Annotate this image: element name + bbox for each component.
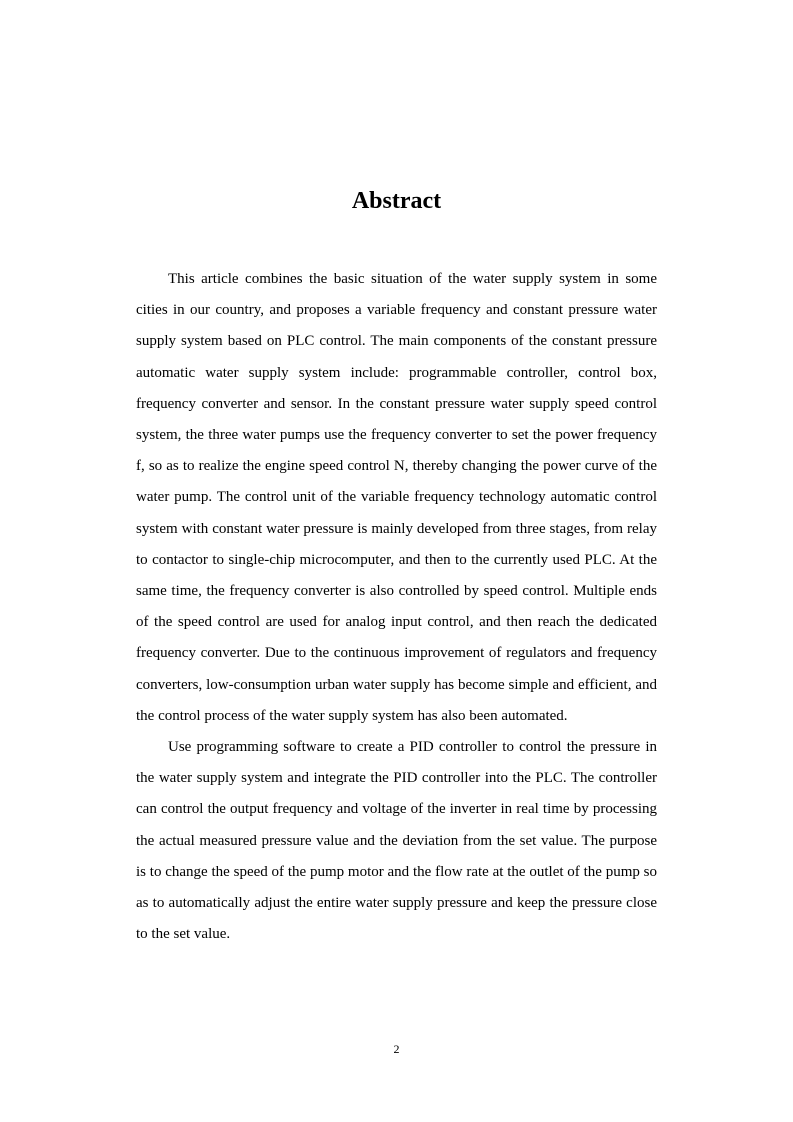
page-title: Abstract	[351, 188, 442, 214]
abstract-paragraph-1: This article combines the basic situation of the water supply system in some cities in our country, and proposes a variable frequency and constant pressure water supply system based on PLC control. The main components of the constant pressure automatic water supply system include: programmable controller, control box, frequency converter and sensor. In the constant pressure water supply speed control system, the three water pumps use the frequency converter to set the power frequency f, so as to realize the engine speed control N, thereby changing the power curve of the water pump. The control unit of the variable frequency technology automatic control system with constant water pressure is mainly developed from three stages, from relay to contactor to single-chip microcomputer, and then to the currently used PLC. At the same time, the frequency converter is also controlled by speed control. Multiple ends of the speed control are used for analog input control, and then reach the dedicated frequency converter. Due to the continuous improvement of regulators and frequency converters, low-consumption urban water supply has become simple and efficient, and the control process of the water supply system has also been automated.	[136, 271, 657, 724]
abstract-paragraph-2: Use programming software to create a PID controller to control the pressure in the water supply system and integrate the PID controller into the PLC. The controller can control the output frequency and voltage of the inverter in real time by processing the actual measured pressure value and the deviation from the set value. The purpose is to change the speed of the pump motor and the flow rate at the outlet of the pump so as to automatically adjust the entire water supply pressure and keep the pressure close to the set value.	[136, 739, 657, 943]
page-number: 2	[393, 1042, 400, 1056]
abstract-body	[136, 264, 657, 950]
